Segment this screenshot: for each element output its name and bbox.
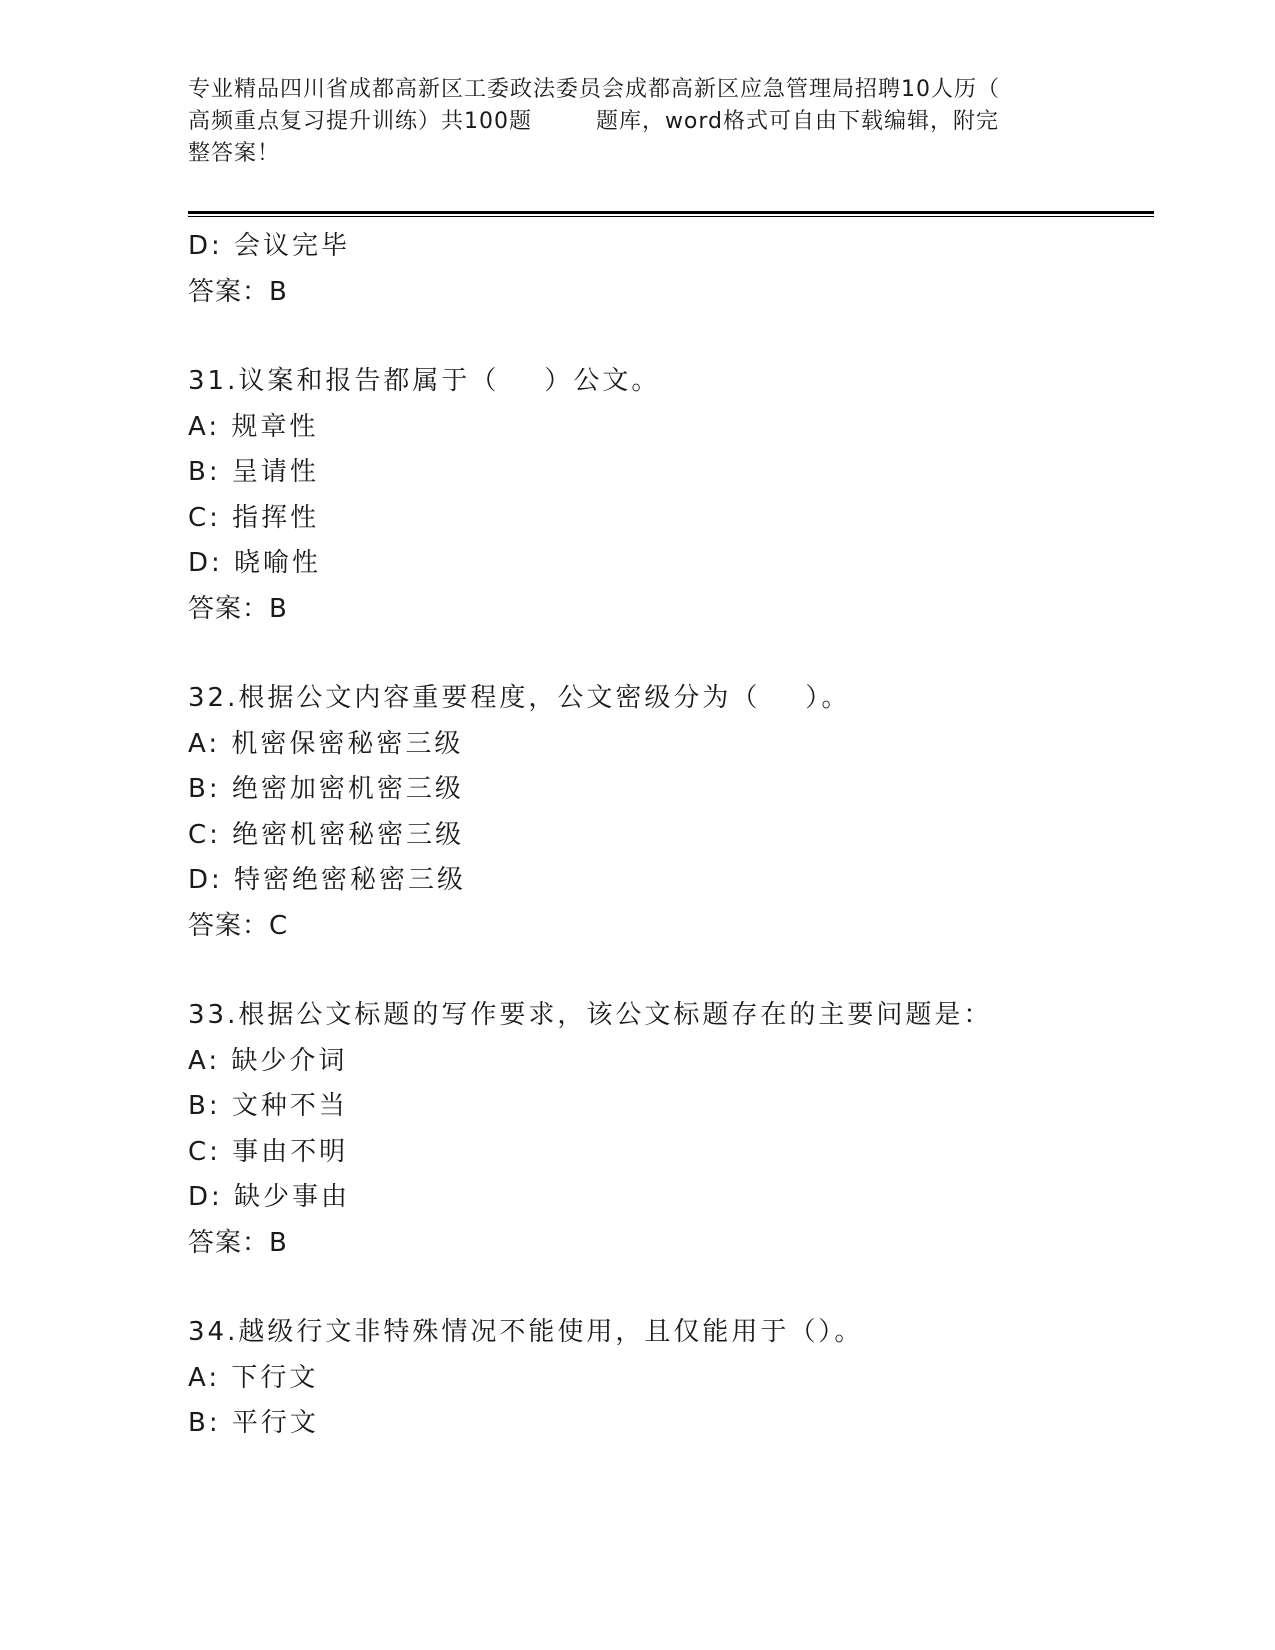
previous-question-tail [188, 224, 1154, 315]
answer-line: 答案：B [188, 593, 288, 624]
option-c: C: 事由不明 [188, 1136, 349, 1167]
option-d: D: 缺少事由 [188, 1182, 351, 1212]
question-34 [188, 1310, 1154, 1447]
question-text: 31.议案和报告都属于（ ）公文。 [188, 366, 661, 396]
question-list [188, 224, 1154, 1447]
option-d: D: 晓喻性 [188, 548, 322, 578]
answer-line: 答案：B [188, 1227, 288, 1258]
option-b: B: 平行文 [188, 1408, 319, 1438]
answer-line: 答案：B [188, 276, 288, 307]
option-b: B: 文种不当 [188, 1091, 348, 1121]
question-32 [188, 676, 1154, 949]
answer-line: 答案：C [188, 910, 289, 941]
question-text: 33.根据公文标题的写作要求，该公文标题存在的主要问题是： [188, 1000, 993, 1030]
header-line: 高频重点复习提升训练）共100题 题库，word格式可自由下载编辑，附完 [188, 109, 1000, 134]
question-text: 32.根据公文内容重要程度，公文密级分为（ ）。 [188, 683, 851, 713]
option-d: D: 特密绝密秘密三级 [188, 865, 467, 895]
option-a: A: 机密保密秘密三级 [188, 728, 464, 759]
option-c: C: 指挥性 [188, 502, 320, 533]
option-a: A: 规章性 [188, 411, 319, 442]
document-header [188, 74, 1068, 170]
option-d: D: 会议完毕 [188, 231, 351, 261]
header-line: 整答案！ [188, 141, 281, 166]
option-b: B: 呈请性 [188, 457, 319, 487]
question-text: 34.越级行文非特殊情况不能使用，且仅能用于（）。 [188, 1317, 864, 1347]
option-a: A: 下行文 [188, 1362, 319, 1393]
header-line: 专业精品四川省成都高新区工委政法委员会成都高新区应急管理局招聘10人历（ [188, 77, 1000, 102]
question-31 [188, 359, 1154, 632]
option-b: B: 绝密加密机密三级 [188, 774, 464, 804]
header-divider [188, 211, 1154, 217]
option-c: C: 绝密机密秘密三级 [188, 819, 465, 850]
option-a: A: 缺少介词 [188, 1045, 348, 1076]
question-33 [188, 993, 1154, 1266]
